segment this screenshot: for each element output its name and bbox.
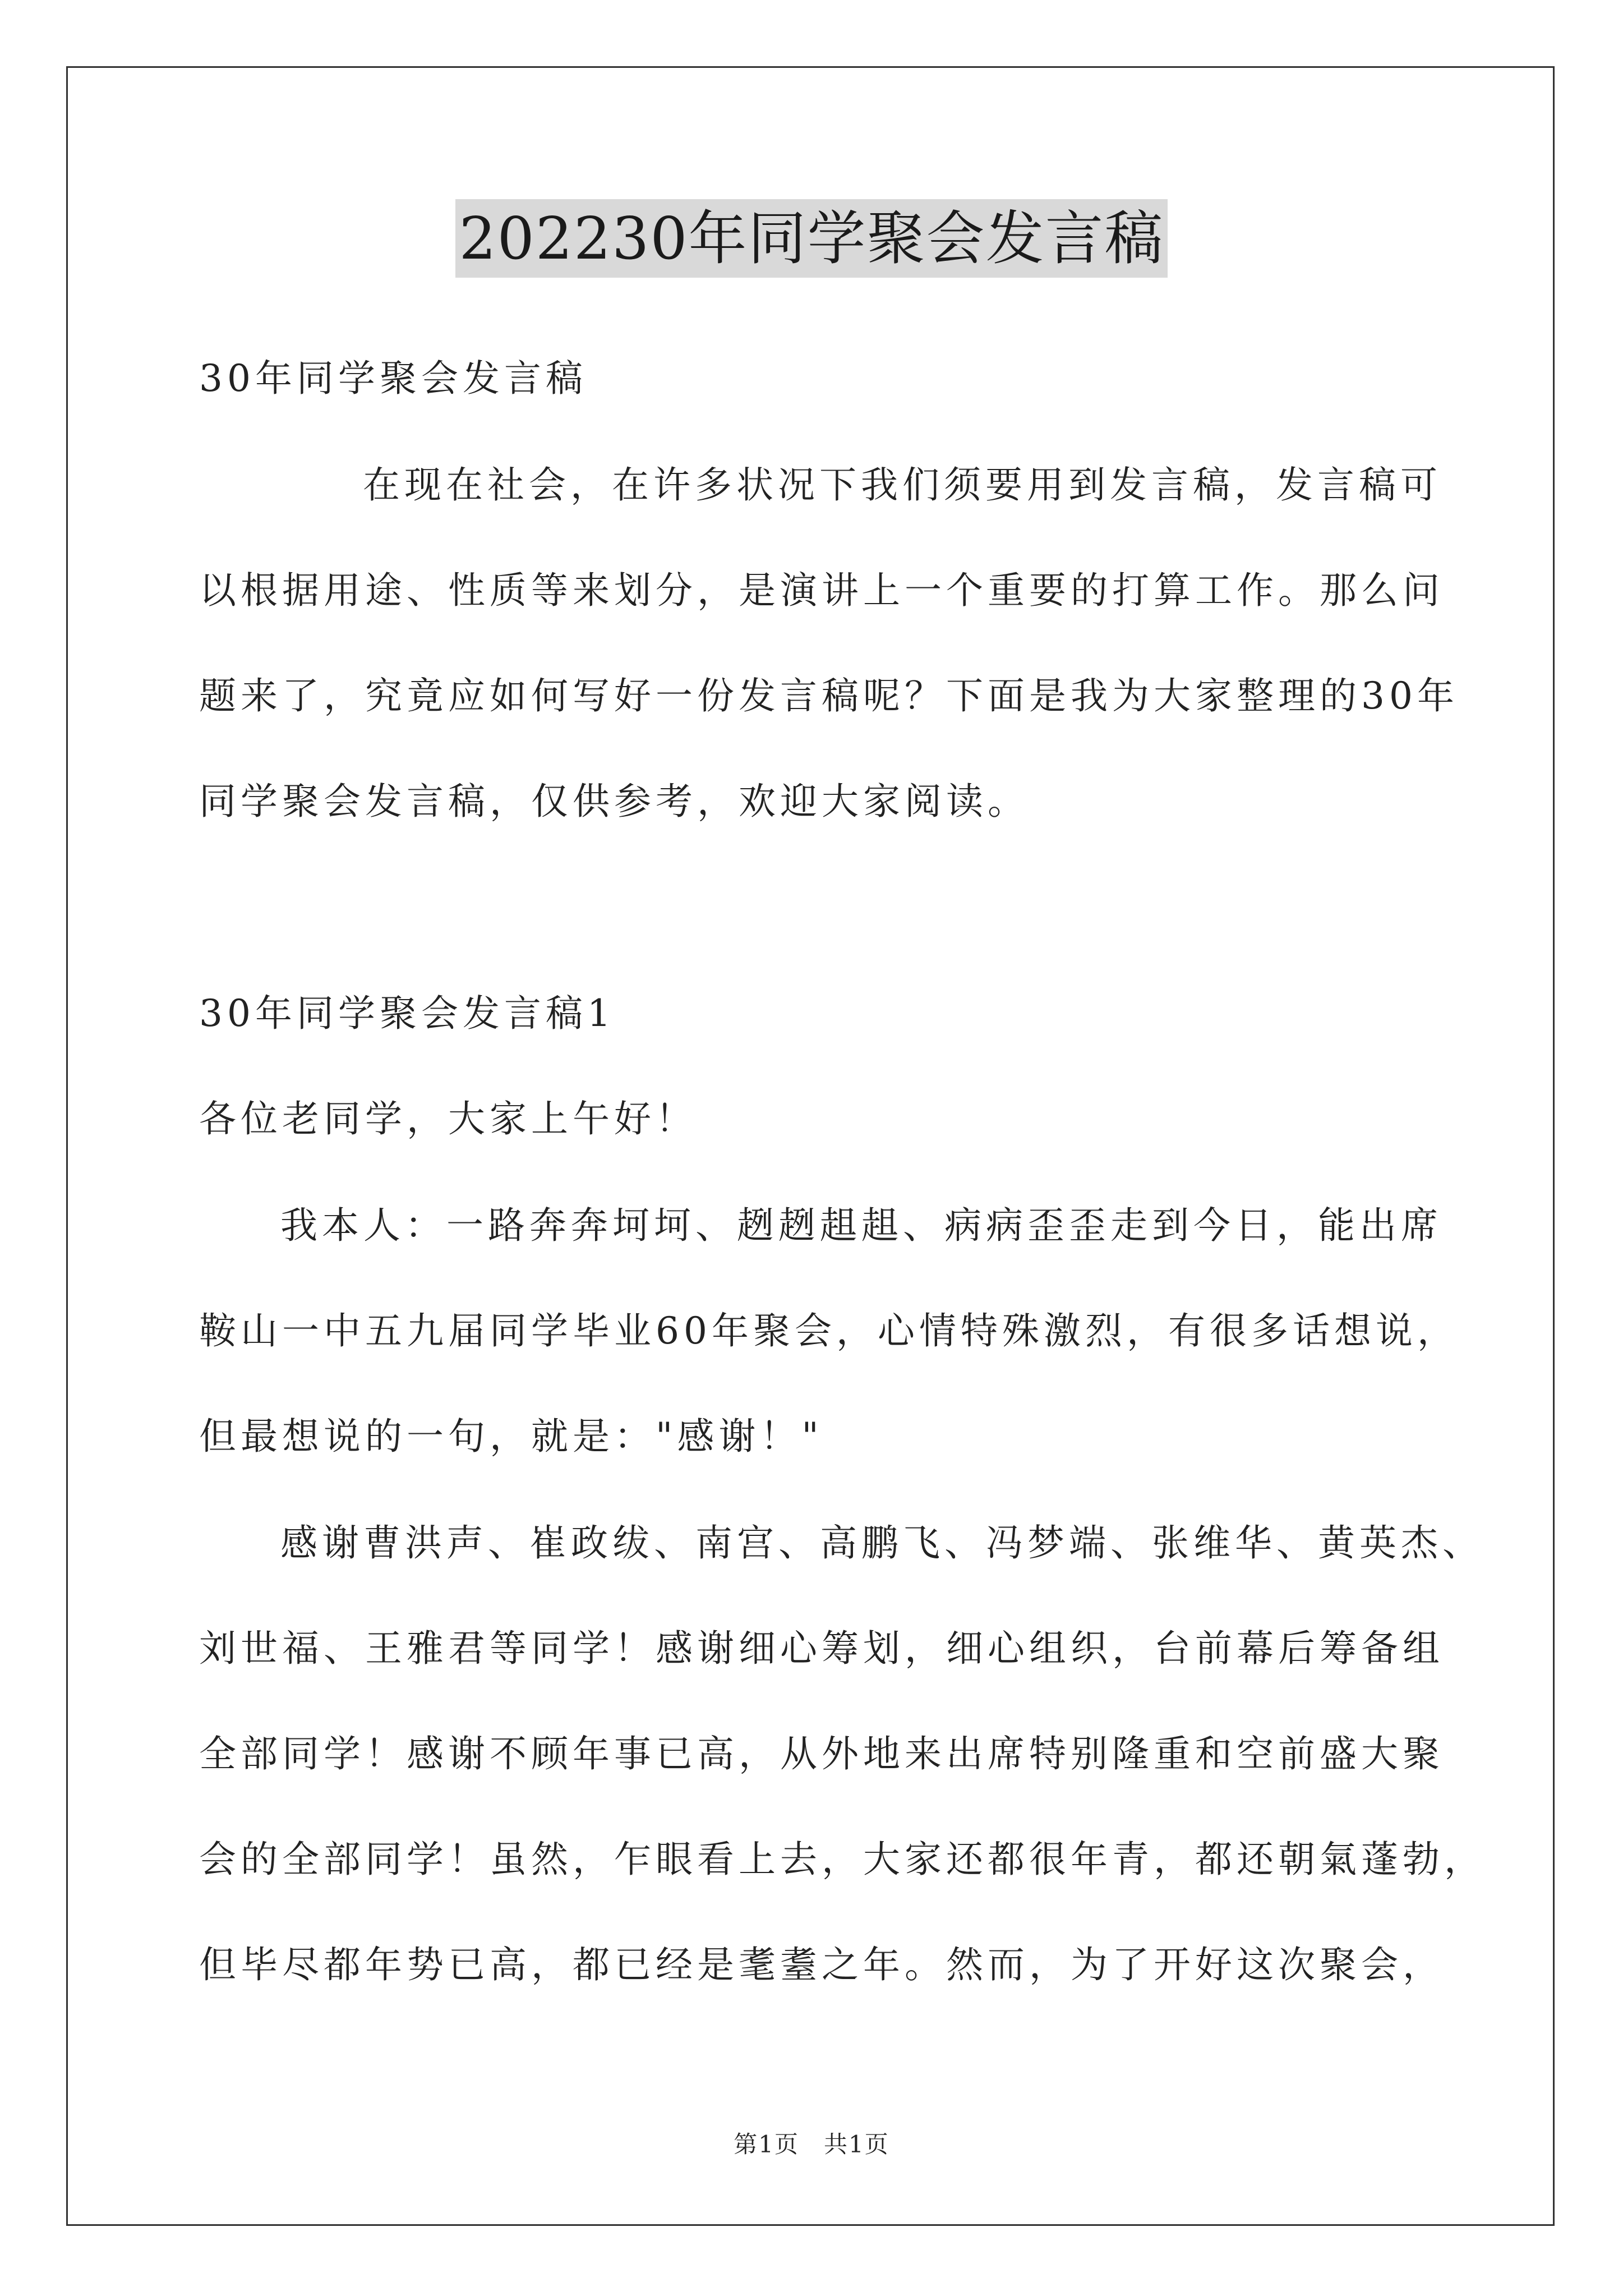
subtitle-line: 30年同学聚会发言稿	[199, 357, 587, 400]
paragraph-line: 题来了，究竟应如何写好一份发言稿呢？下面是我为大家整理的30年	[199, 674, 1459, 717]
paragraph-line: 在现在社会，在许多状况下我们须要用到发言稿，发言稿可	[363, 463, 1442, 507]
greeting-line: 各位老同学，大家上午好！	[199, 1097, 697, 1140]
paragraph-line: 感谢曹洪声、崔政绂、南宫、高鹏飞、冯梦端、张维华、黄英杰、	[280, 1521, 1484, 1565]
paragraph-line: 全部同学！感谢不顾年事已高，从外地来出席特别隆重和空前盛大聚	[199, 1732, 1444, 1775]
paragraph-line: 但毕尽都年势已高，都已经是耄耋之年。然而，为了开好这次聚会，	[199, 1943, 1444, 1986]
paragraph-line: 刘世福、王雅君等同学！感谢细心筹划，细心组织，台前幕后筹备组	[199, 1627, 1444, 1670]
paragraph-line: 会的全部同学！虽然，乍眼看上去，大家还都很年青，都还朝氣蓬勃，	[199, 1838, 1486, 1881]
paragraph-line: 以根据用途、性质等来划分，是演讲上一个重要的打算工作。那么问	[199, 569, 1444, 612]
document-title: 202230年同学聚会发言稿	[455, 199, 1167, 278]
paragraph-line: 我本人：一路奔奔坷坷、趔趔趄趄、病病歪歪走到今日，能出席	[280, 1204, 1442, 1247]
title-block	[0, 199, 1623, 278]
section-heading: 30年同学聚会发言稿1	[199, 992, 615, 1035]
paragraph-line: 但最想说的一句，就是："感谢！"	[199, 1415, 823, 1458]
paragraph-line: 鞍山一中五九届同学毕业60年聚会，心情特殊激烈，有很多话想说，	[199, 1309, 1459, 1352]
page-footer: 第1页 共1页	[734, 2131, 889, 2158]
paragraph-line: 同学聚会发言稿，仅供参考，欢迎大家阅读。	[199, 780, 1029, 823]
